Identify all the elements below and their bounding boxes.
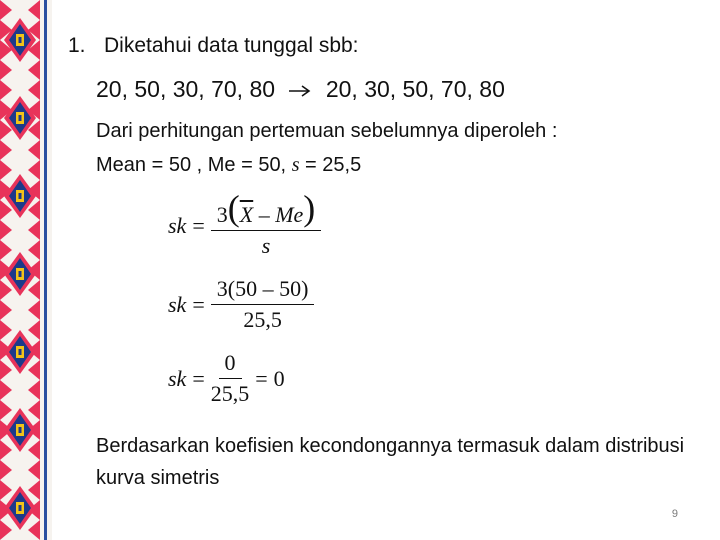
formula-numerator: $3(\overline{X} - Me)$ [211, 192, 322, 231]
list-item-1 [68, 34, 359, 58]
formula-lhs: sk [168, 291, 187, 317]
formula-denominator: 25,5 [243, 307, 282, 332]
formula-result-value: 0 [273, 365, 285, 391]
formula-skewness [168, 188, 321, 259]
formula-equals-2: = [255, 365, 268, 391]
sequence-sorted: 20, 30, 50, 70, 80 [325, 76, 505, 102]
list-item-text: Diketahui data tunggal sbb: [104, 34, 359, 57]
stat-s-symbol: s [291, 154, 300, 176]
formula-denominator: 25,5 [210, 381, 250, 406]
formula-lhs: sk [168, 365, 187, 391]
stat-prefix: Mean = 50 , Me = 50, [96, 154, 292, 176]
slide-number: 9 [671, 508, 678, 520]
data-sequence [96, 76, 505, 103]
formula-equals: = [192, 365, 205, 391]
formula-equals: = [192, 212, 205, 238]
formula-substitution [168, 276, 314, 333]
list-number: 1. [68, 34, 86, 57]
sequence-original: 20, 50, 30, 70, 80 [96, 76, 276, 102]
formula-fraction [211, 276, 315, 333]
formula-fraction [211, 350, 250, 407]
formula-result [168, 350, 285, 407]
formula-fraction [211, 188, 322, 259]
x-bar: $\overline{X}$ [239, 202, 254, 227]
arrow-right-icon [287, 83, 313, 99]
stat-suffix: = 25,5 [299, 154, 362, 176]
previous-result-intro: Dari perhitungan pertemuan sebelumnya diperoleh : [96, 120, 558, 142]
conclusion-text: Berdasarkan koefisien kecondongannya termasuk dalam distribusi kurva simetris [96, 435, 685, 489]
formula-equals: = [192, 291, 205, 317]
formula-denominator: s [261, 233, 271, 258]
formula-numerator: 3(50 – 50) [211, 276, 315, 305]
formula-lhs: sk [168, 212, 187, 238]
formula-numerator: 0 [219, 350, 242, 379]
statistics-values [96, 154, 361, 177]
